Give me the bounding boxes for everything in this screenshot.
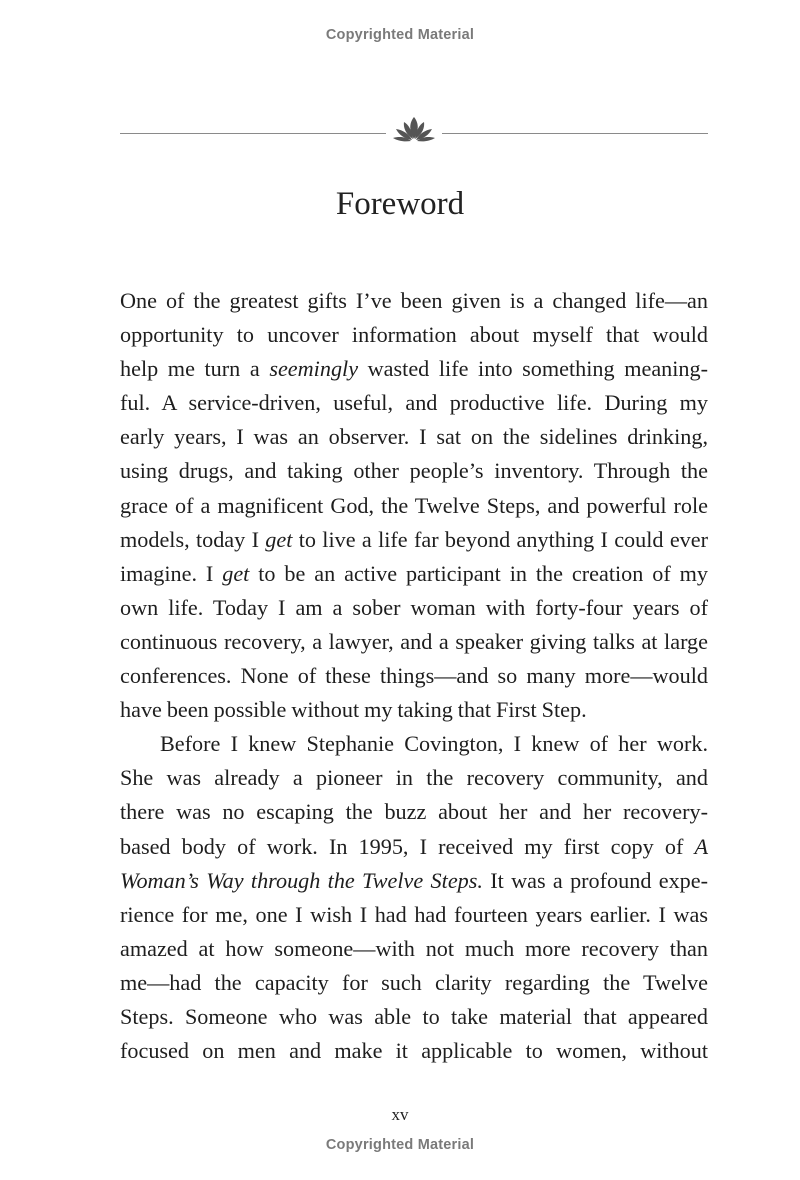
copyright-watermark-bottom: Copyrighted Material [325, 1137, 475, 1153]
text-line [120, 966, 708, 1000]
text-line [120, 761, 708, 795]
text-run: imagine. I [120, 560, 223, 586]
text-run: based body of work. In 1995, I received my first copy of [120, 833, 695, 859]
text-line [120, 625, 708, 659]
text-line [120, 727, 708, 761]
text-line [120, 489, 708, 523]
text-run: rience for me, one I wish I had had fourteen years earlier. I was [120, 901, 708, 927]
text-run: She was already a pioneer in the recovery community, and [120, 765, 708, 791]
italic-text: get [222, 560, 250, 586]
italic-text: seemingly [269, 356, 359, 382]
text-run: to live a life far beyond anything I could ever [292, 526, 709, 552]
text-line [120, 284, 708, 318]
page-number: xv [391, 1105, 409, 1124]
text-line [120, 523, 708, 557]
text-run: own life. Today I am a sober woman with forty-four years of [120, 594, 708, 620]
chapter-title: Foreword [335, 186, 465, 222]
text-line [120, 454, 708, 488]
text-line [120, 386, 708, 420]
text-run: One of the greatest gifts I’ve been given is a changed life—an [120, 288, 708, 313]
text-run: have been possible without my taking that First Step. [120, 697, 587, 723]
text-run: continuous recovery, a lawyer, and a speaker giving talks at large [120, 628, 708, 654]
text-run: focused on men and make it applicable to women, without [120, 1038, 708, 1064]
text-run: to be an active participant in the creation of my [249, 560, 708, 586]
text-line [120, 864, 708, 898]
text-run: grace of a magnificent God, the Twelve Steps, and powerful role [120, 492, 708, 518]
text-run: amazed at how someone—with not much more recovery than [120, 935, 708, 961]
text-line [120, 693, 708, 727]
italic-text: get [265, 526, 293, 552]
italic-text: A [694, 833, 708, 859]
text-run: Steps. Someone who was able to take material that appeared [120, 1003, 708, 1029]
text-run: ful. A service-driven, useful, and productive life. During my [120, 390, 708, 416]
text-line [120, 932, 708, 966]
section-ornament [120, 114, 708, 146]
text-line [120, 795, 708, 829]
ornament-rule-left [120, 133, 386, 134]
copyright-watermark-top: Copyrighted Material [325, 27, 475, 43]
lotus-icon [392, 115, 436, 145]
ornament-rule-right [442, 133, 708, 134]
text-line [120, 557, 708, 591]
text-run: using drugs, and taking other people’s inventory. Through the [120, 458, 708, 484]
text-line [120, 898, 708, 932]
text-run: wasted life into something meaning- [358, 356, 708, 382]
text-line [120, 1034, 708, 1068]
text-run: Before I knew Stephanie Covington, I knew of her work. [160, 731, 708, 757]
text-line [120, 352, 708, 386]
text-run: help me turn a [120, 356, 270, 382]
text-line [120, 318, 708, 352]
text-line [120, 591, 708, 625]
text-run: It was a profound expe- [482, 867, 708, 893]
text-line [120, 420, 708, 454]
text-run: opportunity to uncover information about myself that would [120, 322, 708, 348]
text-run: conferences. None of these things—and so many more—would [120, 663, 708, 689]
text-run: me—had the capacity for such clarity regarding the Twelve [120, 969, 708, 995]
italic-text: Woman’s Way through the Twelve Steps. [120, 867, 483, 893]
text-run: early years, I was an observer. I sat on the sidelines drinking, [120, 424, 708, 450]
text-line [120, 1000, 708, 1034]
text-run: there was no escaping the buzz about her and her recovery- [120, 799, 708, 825]
foreword-body [120, 284, 708, 1068]
text-line [120, 659, 708, 693]
text-line [120, 830, 708, 864]
text-run: models, today I [120, 526, 266, 552]
